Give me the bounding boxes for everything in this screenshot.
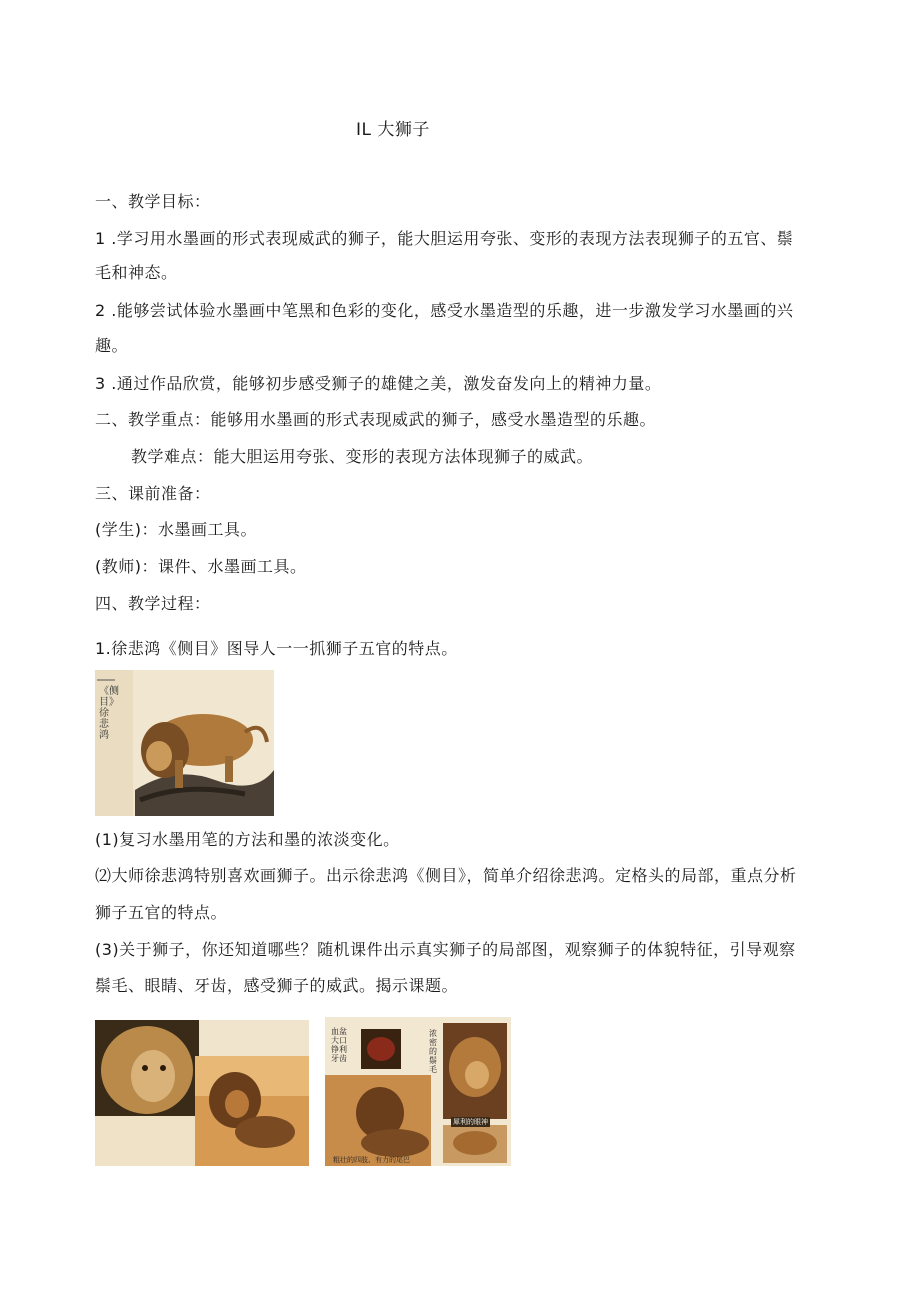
goal-2-line-1: 2 .能够尝试体验水墨画中笔黑和色彩的变化，感受水墨造型的乐趣，进一步激发学习水墨画的兴 <box>95 301 794 320</box>
prep-students: (学生)：水墨画工具。 <box>95 520 257 539</box>
goal-1-line-1: 1 .学习用水墨画的形式表现威武的狮子，能大胆运用夸张、变形的表现方法表现狮子的五官、鬃 <box>95 229 794 248</box>
goal-1-line-2: 毛和神态。 <box>95 263 178 282</box>
process-item-2-line-1: ⑵大师徐悲鸿特别喜欢画狮子。出示徐悲鸿《侧目》，简单介绍徐悲鸿。定格头的局部，重点分析 <box>95 866 797 885</box>
goal-3: 3 .通过作品欣赏，能够初步感受狮子的雄健之美，激发奋发向上的精神力量。 <box>95 374 662 393</box>
collage-label-mane: 浓密的鬃毛 <box>429 1029 437 1074</box>
section-heading-process: 四、教学过程： <box>95 594 211 613</box>
collage-label-teeth: 血盆大口铮利牙齿 <box>331 1027 347 1063</box>
process-item-2-line-2: 狮子五官的特点。 <box>95 903 228 922</box>
goal-2-line-2: 趣。 <box>95 336 129 355</box>
section-heading-preparation: 三、课前准备： <box>95 484 211 503</box>
prep-teacher: (教师)：课件、水墨画工具。 <box>95 557 307 576</box>
collage-label-eyes: 犀利的眼神 <box>453 1118 488 1126</box>
section-heading-goals: 一、教学目标： <box>95 192 211 211</box>
difficult-points: 教学难点：能大胆运用夸张、变形的表现方法体现狮子的威武。 <box>131 447 594 466</box>
collage-label-limbs: 粗壮的四肢、有力的尾巴 <box>333 1156 410 1164</box>
painting-image <box>95 670 274 816</box>
lion-photo-collage-left <box>95 1020 309 1166</box>
process-item-3-line-2: 鬃毛、眼睛、牙齿，感受狮子的威武。揭示课题。 <box>95 976 459 995</box>
process-step-1: 1.徐悲鸿《侧目》图导人一一抓狮子五官的特点。 <box>95 639 458 658</box>
page-title: IL 大狮子 <box>356 120 430 140</box>
process-item-3-line-1: (3)关于狮子，你还知道哪些？随机课件出示真实狮子的局部图，观察狮子的体貌特征，引导观察 <box>95 940 796 959</box>
lion-photo-collage-right <box>325 1017 511 1166</box>
process-item-1: (1)复习水墨用笔的方法和墨的浓淡变化。 <box>95 830 400 849</box>
key-points: 二、教学重点：能够用水墨画的形式表现威武的狮子，感受水墨造型的乐趣。 <box>95 410 657 429</box>
painting-caption: 《侧目》徐悲鸿 <box>99 686 119 741</box>
